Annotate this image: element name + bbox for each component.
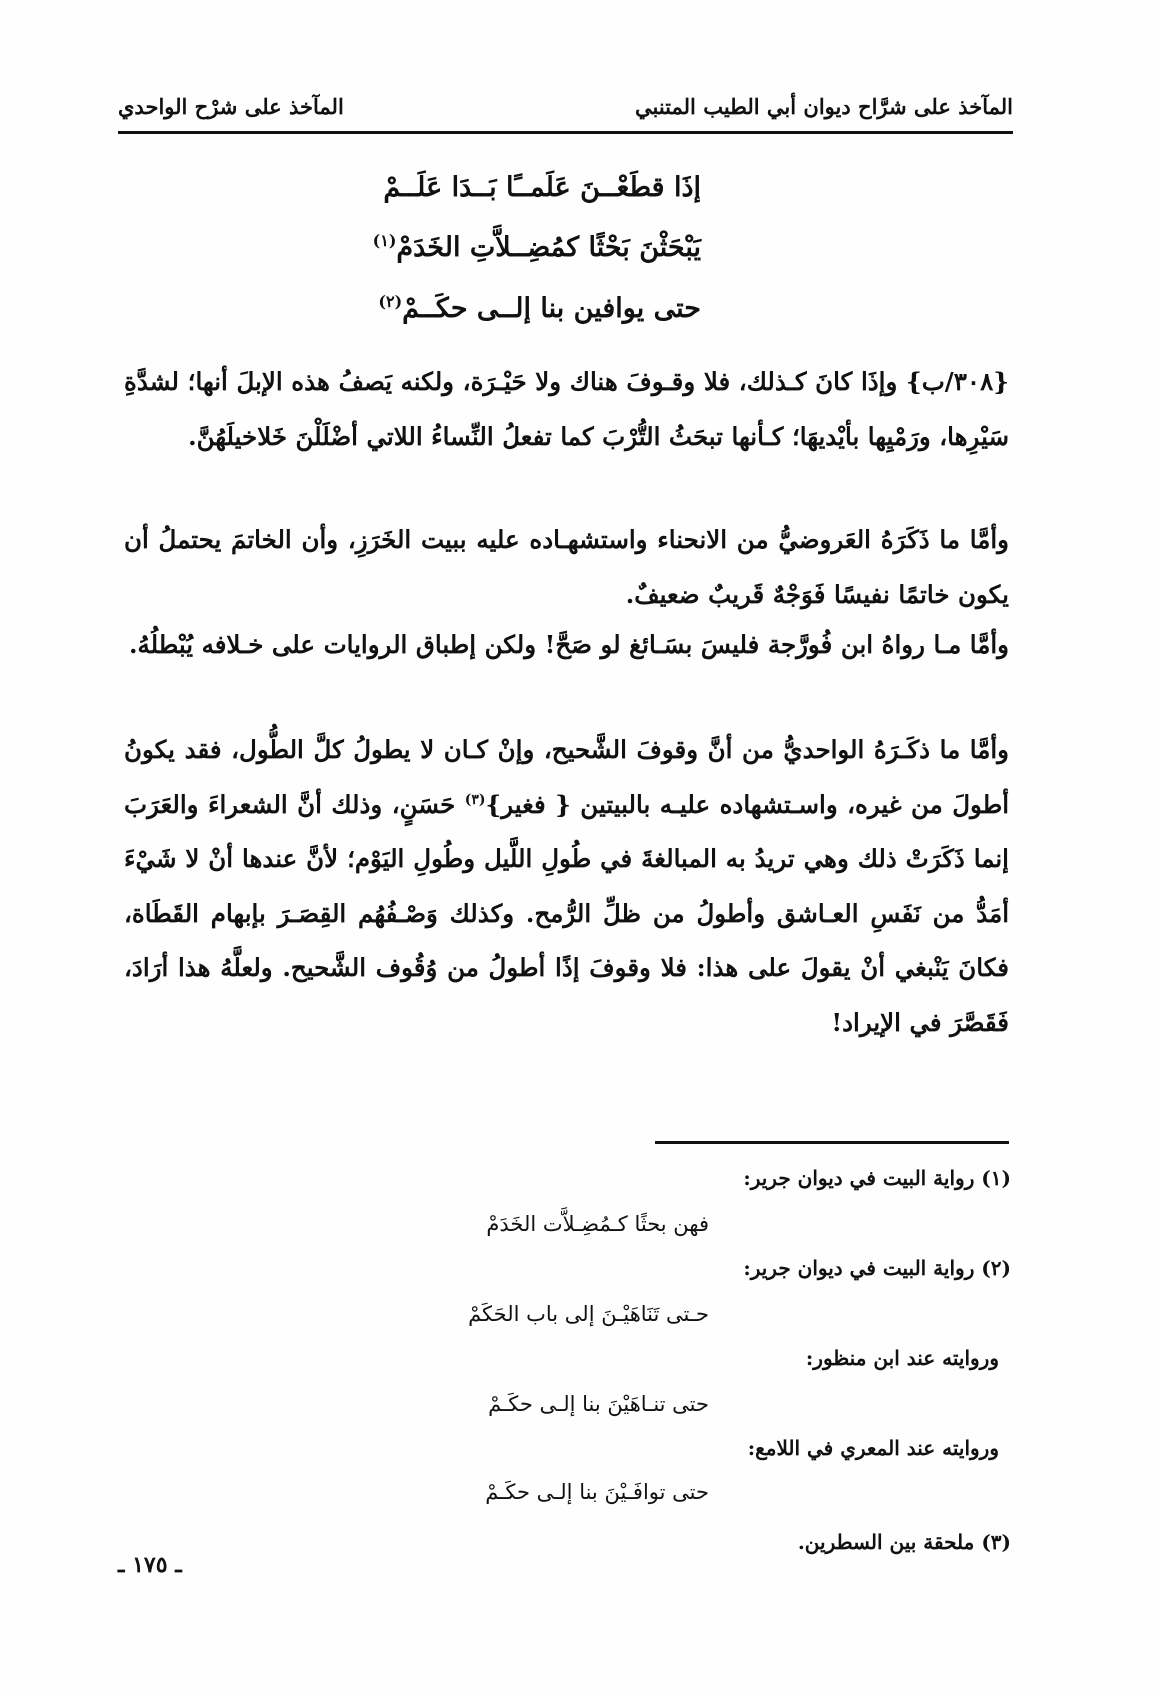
running-header — [118, 88, 1013, 130]
footnote-3: (٣) ملحقة بين السطرين. — [797, 1530, 1011, 1554]
footnote-2-verse: حـتى تَنَاهَيْـنَ إلى باب الحَكَمْ — [468, 1302, 709, 1326]
book-title: المآخذ على شرَّاح ديوان أبي الطيب المتنبي — [635, 94, 1013, 119]
verse-text: حتى يوافين بنا إلــى حكَــمْ — [402, 293, 701, 324]
footnote-separator — [655, 1141, 1009, 1144]
footnote-2-maarri-verse: حتى توافَـيْنَ بنا إلـى حكَـمْ — [485, 1480, 709, 1504]
verse-text: يَبْحَثْنَ بَحْثًا كمُضِــلاَّتِ الخَدَمْ — [396, 232, 701, 263]
footnote-2-ibn-manzur-verse: حتى تنـاهَيْنَ بنا إلـى حكَـمْ — [488, 1392, 709, 1416]
paragraph-3: وأمَّا مـا رواهُ ابن فُورَّجة فليسَ بسَـائغ لو صَحَّ! ولكن إطباق الروايات على خـلافه يُبْطلُهُ. — [128, 630, 1009, 659]
section-title: المآخذ على شرْح الواحدي — [118, 94, 344, 119]
footnote-2-ibn-manzur: وروايته عند ابن منظور: — [805, 1346, 999, 1370]
verse-text: إذَا قطَعْــنَ عَلَمــًا بَــدَا عَلَــمْ — [383, 172, 701, 203]
header-rule — [118, 131, 1013, 134]
footnote-ref: (٢) — [378, 292, 403, 311]
footnote-1-verse: فهن بحثًا كـمُضِـلاَّت الخَدَمْ — [486, 1212, 709, 1236]
footnote-ref: (١) — [372, 231, 397, 250]
paragraph-4 — [124, 723, 1009, 1050]
paragraph-text: حَسَنٍ، وذلك أنَّ الشعراءَ والعَرَبَ إنما ذَكَرَتْ ذلك وهي تريدُ به المبالغةَ في طُولِ اللَّيل وطُولِ اليَوْم؛ لأنَّ عندها أنْ لا شَيْءَ أمَدُّ من نَفَسِ العـاشق وأطولُ من ظلِّ الرُّمح. وكذلك وَصْـفُهُم القِصَـرَ بإبهام القَطَاة، فكانَ يَنْبغي أنْ يقولَ على هذا: فلا وقوفَ إذًا أطولُ من وُقُوف الشَّحيح. ولعلَّهُ هذا أرَادَ، فَقَصَّرَ في الإيراد! — [124, 789, 1009, 1037]
footnote-1: (١) رواية البيت في ديوان جرير: — [743, 1166, 1011, 1190]
footnote-ref: (٣) — [464, 791, 486, 808]
footnote-2: (٢) رواية البيت في ديوان جرير: — [743, 1256, 1011, 1280]
paragraph-text: وأمَّا ما ذكَـرَهُ الواحديُّ من أنَّ وقوفَ الشَّحيح، وإنْ كـان لا يطولُ كلَّ الطُّول، فقد يكونُ أطولَ من غيره، واسـتشهاده عليـه بالبيتين { فغير} — [124, 735, 1009, 819]
footnote-2-maarri: وروايته عند المعري في اللامع: — [747, 1436, 999, 1460]
verse-line-2 — [373, 231, 701, 263]
paragraph-1: {٣٠٨/ب} وإذَا كانَ كـذلك، فلا وقـوفَ هناك ولا حَيْـرَة، ولكنه يَصفُ هذه الإبلَ أنها؛ لشدَّةِ سَيْرِها، ورَمْيِها بأيْديهَا؛ كـأنها تبحَثُ التُّرْبَ كما تفعلُ النِّساءُ اللاتي أضْلَلْنَ خَلاخيلَهُنَّ. — [124, 367, 1009, 451]
verse-line-1 — [383, 172, 701, 203]
page-number: ـ ١٧٥ ـ — [118, 1552, 182, 1578]
verse-line-3 — [378, 292, 701, 324]
paragraph-2: وأمَّا ما ذَكَرَهُ العَروضيُّ من الانحناء واستشهـاده عليه ببيت الخَرَزِ، وأن الخاتمَ يحتملُ أن يكون خاتمًا نفيسًا فَوَجْهٌ قَريبٌ ضعيفٌ. — [124, 525, 1009, 609]
